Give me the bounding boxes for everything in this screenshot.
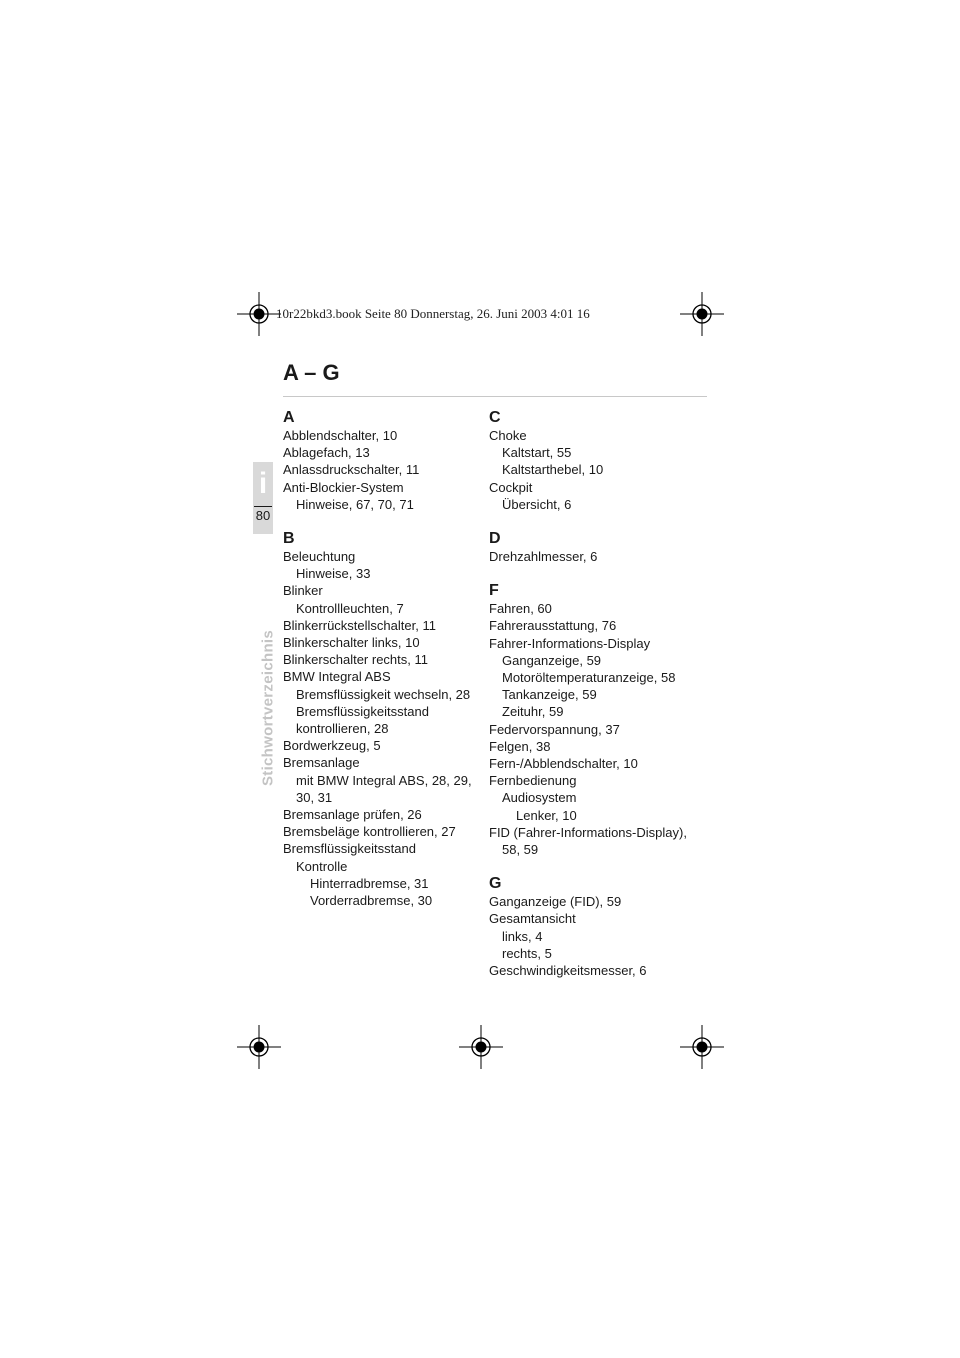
index-entry: Tankanzeige, 59 (502, 687, 597, 703)
index-entry: Cockpit (489, 479, 533, 495)
index-entry: Bremsanlage prüfen, 26 (283, 807, 422, 823)
title-divider (283, 396, 707, 397)
index-entry: Audiosystem (502, 790, 577, 806)
page-title: A – G (283, 360, 340, 385)
index-entry: Fahrer-Informations-Display (489, 635, 651, 651)
index-letter-heading: A (283, 409, 295, 426)
index-entry: FID (Fahrer-Informations-Display), (489, 824, 687, 840)
index-group (489, 409, 699, 513)
index-entry: Choke (489, 428, 527, 443)
index-entry: Bremsflüssigkeitsstand (283, 841, 416, 857)
index-group (489, 530, 699, 565)
sidebar-section-label: Stichwortverzeichnis (259, 629, 277, 787)
index-entry: Vorderradbremse, 30 (310, 893, 433, 909)
index-entry: kontrollieren, 28 (296, 721, 389, 737)
index-entry: Übersicht, 6 (502, 496, 572, 512)
index-group (489, 875, 699, 979)
index-entry: Abblendschalter, 10 (283, 428, 398, 443)
registration-mark-icon (237, 292, 281, 336)
index-entry: rechts, 5 (502, 945, 552, 961)
index-entry: Geschwindigkeitsmesser, 6 (489, 963, 647, 979)
index-entry: Kaltstart, 55 (502, 445, 572, 461)
print-file-header: 10r22bkd3.book Seite 80 Donnerstag, 26. Juni 2003 4:01 16 (276, 306, 590, 321)
registration-mark-icon (459, 1025, 503, 1069)
index-entry: Ablagefach, 13 (283, 445, 370, 461)
index-group (283, 409, 483, 513)
index-group (283, 530, 483, 909)
index-letter-heading: B (283, 530, 295, 548)
index-entry: Fernbedienung (489, 773, 577, 789)
index-entry: Blinkerrückstellschalter, 11 (283, 617, 436, 633)
index-entry: Kaltstarthebel, 10 (502, 462, 604, 478)
index-entry: Gesamtansicht (489, 911, 576, 927)
index-entry: Bremsbeläge kontrollieren, 27 (283, 824, 456, 840)
index-entry: Anti-Blockier-System (283, 479, 404, 495)
index-entry: Zeituhr, 59 (502, 704, 564, 720)
index-entry: Fahrerausstattung, 76 (489, 618, 617, 634)
index-entry: Hinterradbremse, 31 (310, 875, 429, 891)
index-column-left (283, 409, 483, 926)
registration-mark-icon (680, 292, 724, 336)
index-entry: Fahren, 60 (489, 601, 552, 617)
index-entry: Kontrollleuchten, 7 (296, 600, 404, 616)
index-entry: Blinker (283, 583, 323, 599)
index-letter-heading: D (489, 530, 501, 548)
index-column-right (489, 409, 699, 996)
index-entry: links, 4 (502, 928, 543, 944)
index-entry: Ganganzeige, 59 (502, 652, 602, 668)
index-entry: Ganganzeige (FID), 59 (489, 894, 622, 910)
registration-mark-icon (680, 1025, 724, 1069)
index-letter-heading: G (489, 875, 502, 893)
page-number: 80 (255, 508, 271, 523)
index-entry: Felgen, 38 (489, 738, 551, 754)
index-entry: Bremsflüssigkeitsstand (296, 703, 429, 719)
index-entry: Motoröltemperaturanzeige, 58 (502, 670, 676, 686)
index-letter-heading: F (489, 582, 499, 600)
index-entry: Blinkerschalter links, 10 (283, 635, 420, 651)
info-icon: i (258, 467, 268, 500)
index-entry: BMW Integral ABS (283, 669, 391, 685)
index-entry: Fern-/Abblendschalter, 10 (489, 756, 638, 772)
index-entry: Lenker, 10 (516, 807, 577, 823)
sidebar-divider (254, 506, 272, 507)
index-entry: Drehzahlmesser, 6 (489, 549, 598, 565)
index-entry: mit BMW Integral ABS, 28, 29, (296, 772, 472, 788)
index-entry: Hinweise, 67, 70, 71 (296, 496, 414, 512)
index-entry: Beleuchtung (283, 549, 356, 565)
index-entry: Bremsflüssigkeit wechseln, 28 (296, 686, 471, 702)
index-entry: Kontrolle (296, 858, 348, 874)
index-entry: Hinweise, 33 (296, 566, 371, 582)
index-entry: Bordwerkzeug, 5 (283, 738, 381, 754)
index-group (489, 582, 699, 858)
index-entry: Blinkerschalter rechts, 11 (283, 652, 428, 668)
registration-mark-icon (237, 1025, 281, 1069)
index-entry: 30, 31 (296, 789, 333, 805)
index-entry: Bremsanlage (283, 755, 360, 771)
index-entry: Federvorspannung, 37 (489, 721, 620, 737)
index-entry: 58, 59 (502, 842, 539, 858)
index-letter-heading: C (489, 409, 501, 426)
index-entry: Anlassdruckschalter, 11 (283, 462, 420, 478)
